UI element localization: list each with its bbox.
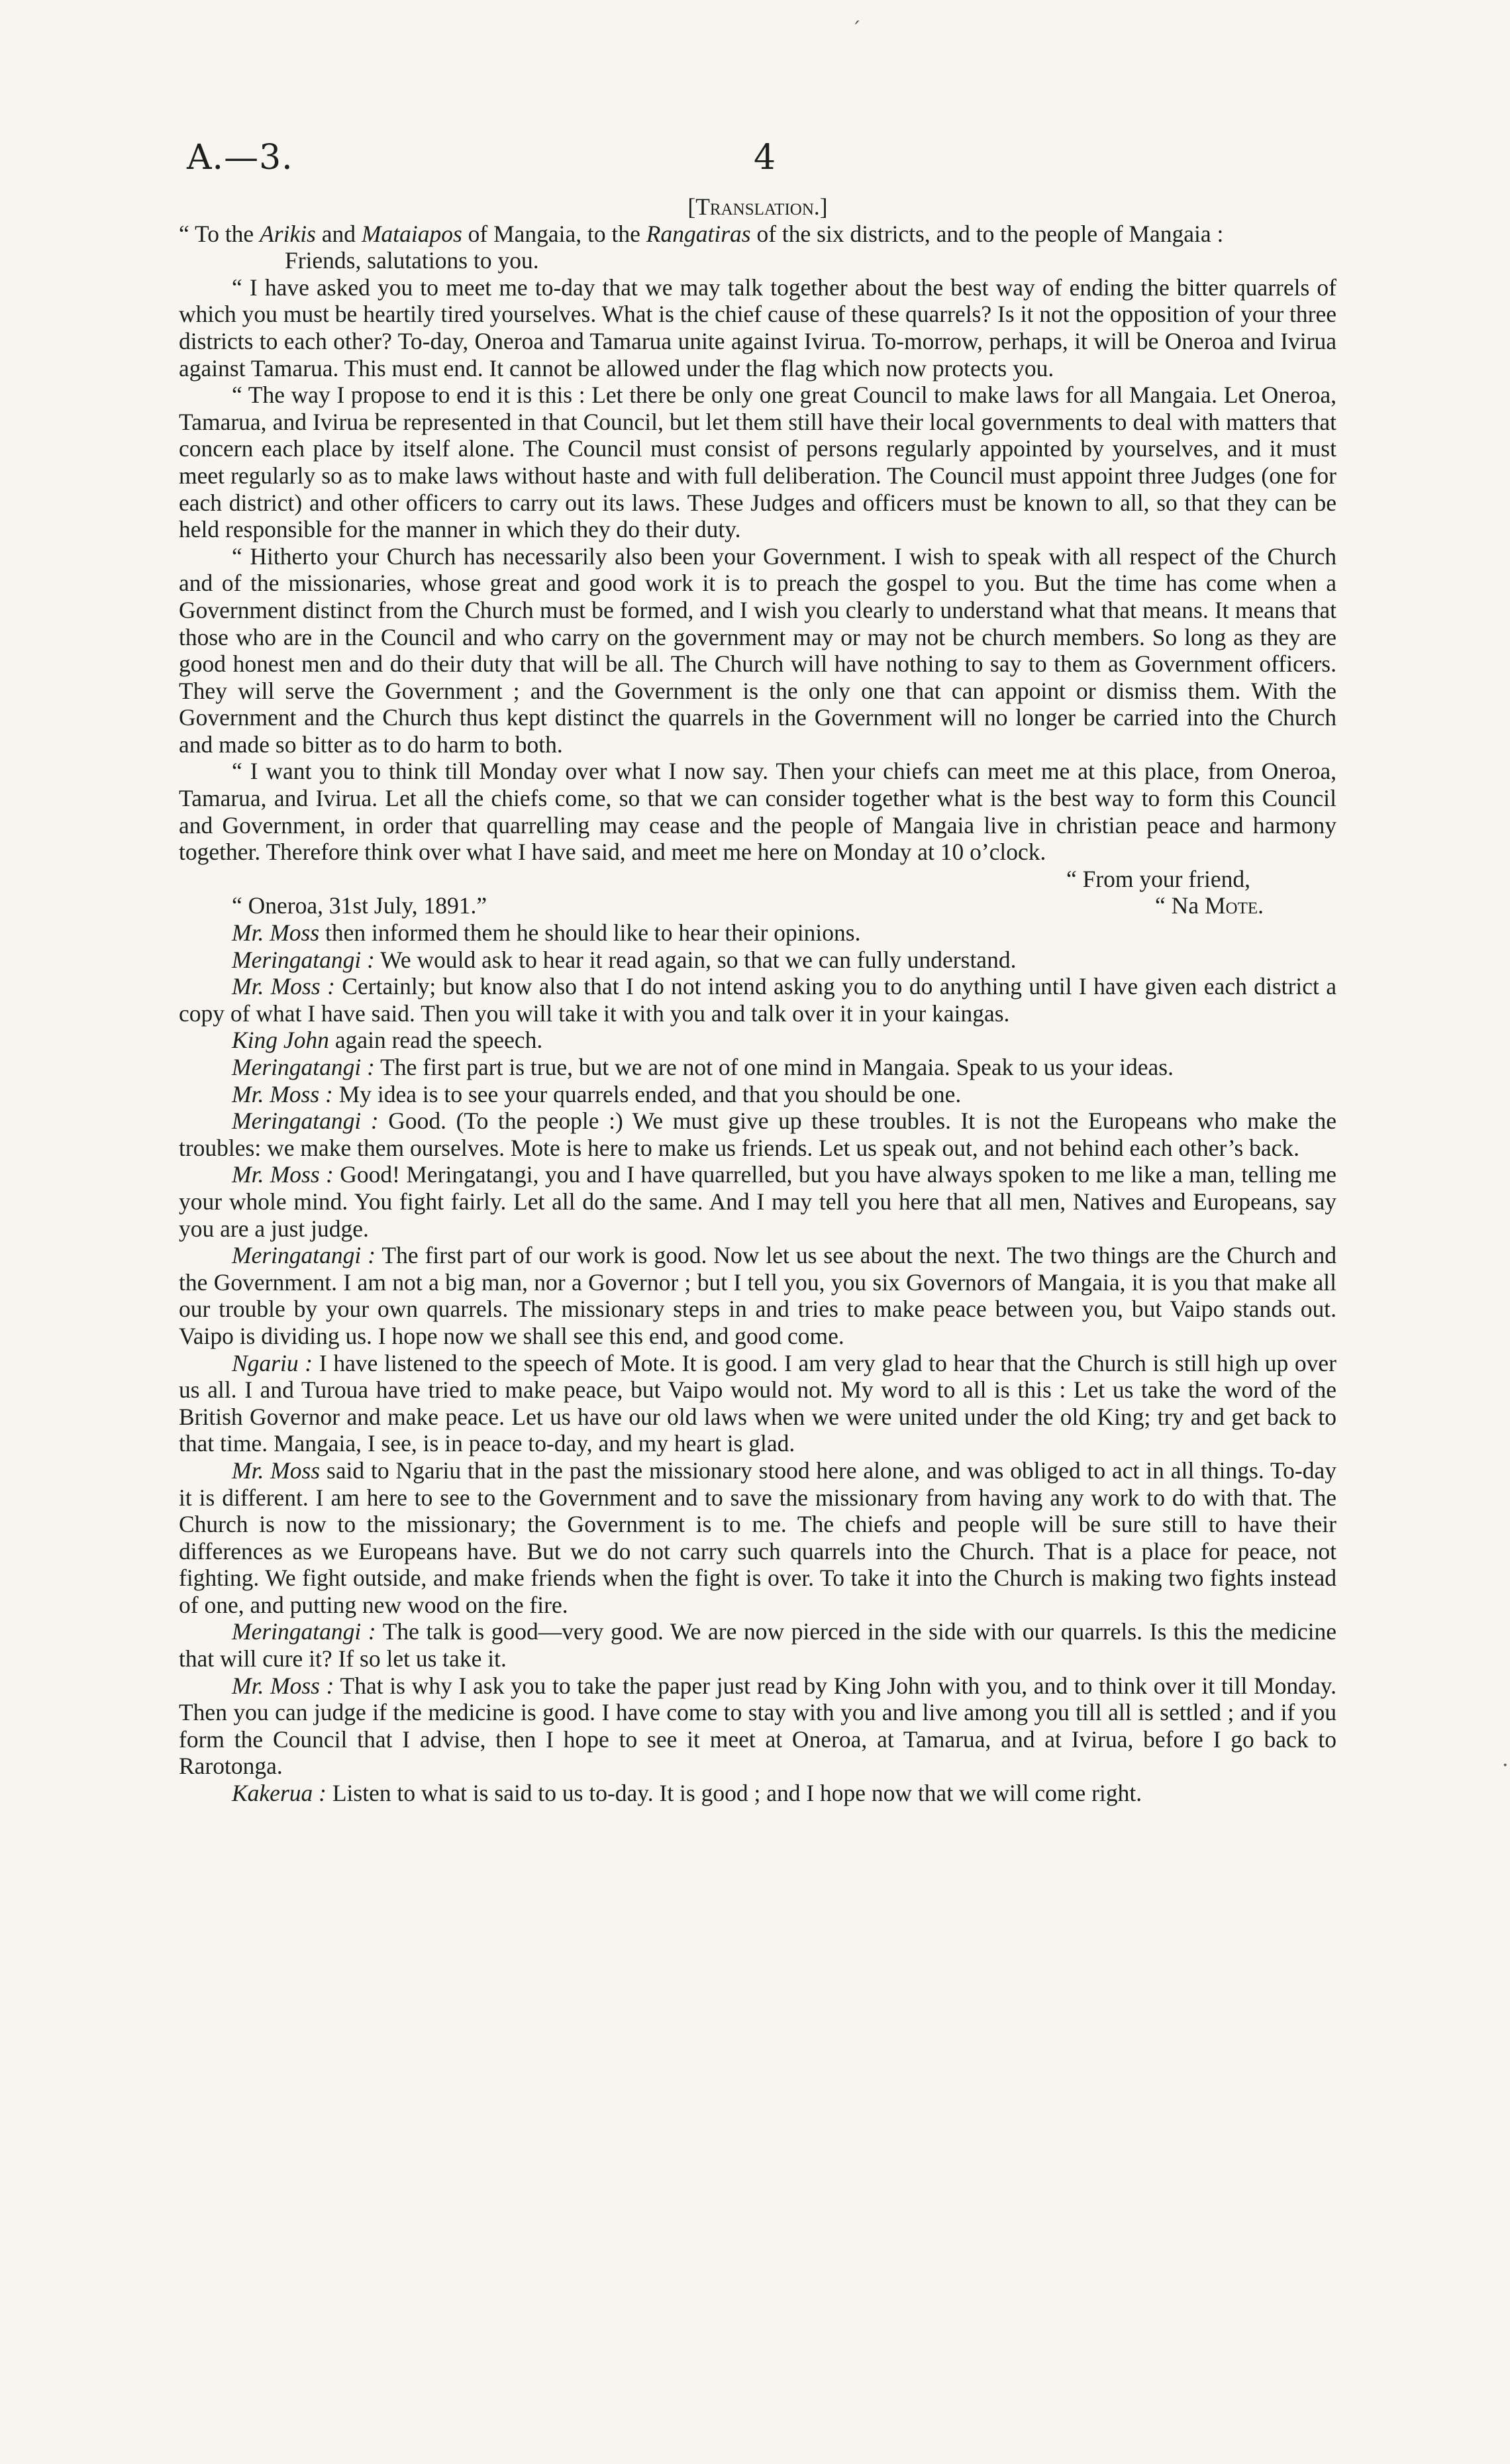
speaker-name: Mr. Moss : xyxy=(232,973,335,1000)
dialogue-text: We would ask to hear it read again, so that we can fully understand. xyxy=(374,946,1017,973)
speaker-name: Meringatangi : xyxy=(232,946,375,973)
signature-prefix: “ Na xyxy=(1155,892,1205,919)
dialogue-text: again read the speech. xyxy=(328,1027,543,1054)
speaker-name: Mr. Moss xyxy=(232,919,320,947)
speech-paragraph: “ The way I propose to end it is this : Let there be only one great Council to make laws for all Mangaia. Let Oneroa, Tamarua, and Ivirua be represented in that Council, but let them still have their local governments to deal with matters that concern each place by itself alone. The Council must consist of persons regularly appointed by yourselves, and it must meet regularly so as to make laws without haste and with full deliberation. The Council must appoint three Judges (one for each district) and other officers to carry out its laws. These Judges and officers must be known to all, so that they can be held responsible for the manner in which they do their duty. xyxy=(179,382,1336,543)
dialogue-text: then informed them he should like to hear their opinions. xyxy=(319,919,861,947)
dialogue-entry xyxy=(179,919,1336,947)
speaker-name: Mr. Moss xyxy=(232,1457,321,1484)
dialogue-entry xyxy=(179,1107,1336,1161)
address-prefix: “ To the xyxy=(179,220,260,247)
speech-paragraph: “ Hitherto your Church has necessarily also been your Government. I wish to speak with all respect of the Church and of the missionaries, whose great and good work it is to preach the gospel to you. But the time has come when a Government distinct from the Church must be formed, and I wish you clearly to understand what that means. It means that those who are in the Council and who carry on the government may or may not be church members. So long as they are good honest men and do their duty that will be all. The Church will have nothing to say to them as Government officers. They will serve the Government ; and the Government is the only one that can appoint or dismiss them. With the Government and the Church thus kept distinct the quarrels in the Government will no longer be carried into the Church and made so bitter as to do harm to both. xyxy=(179,542,1336,758)
closing-from: “ From your friend, xyxy=(1066,865,1250,892)
speaker-name: Mr. Moss : xyxy=(232,1080,333,1107)
dialogue-text: The talk is good—very good. We are now pierced in the side with our quarrels. Is this the medicine that will cure it? If so let us take it. xyxy=(179,1618,1336,1672)
document-reference: A.—3. xyxy=(187,138,293,178)
dialogue-entry xyxy=(179,1161,1336,1242)
dialogue-text: Good! Meringatangi, you and I have quarrelled, but you have always spoken to me like a man, telling me your whole mind. You fight fairly. Let all do the same. And I may tell you here that all men, Natives and Europeans, say you are a just judge. xyxy=(179,1161,1336,1242)
address-and: and xyxy=(315,220,362,247)
speaker-name: Meringatangi : xyxy=(232,1618,376,1645)
dialogue-entry xyxy=(179,1081,1336,1108)
scan-speck: ˊ xyxy=(851,19,861,42)
address-mid: of Mangaia, to the xyxy=(462,220,646,247)
speaker-name: Ngariu : xyxy=(232,1349,313,1376)
speaker-name: Meringatangi : xyxy=(232,1242,376,1269)
dialogue-text: Good. (To the people :) We must give up these troubles. It is not the Europeans who make the troubles: we make them ourselves. Mote is here to make us friends. Let us speak out, and not behind each other’s back. xyxy=(179,1107,1336,1161)
speaker-name: Mr. Moss : xyxy=(232,1161,334,1188)
term-arikis: Arikis xyxy=(260,220,316,247)
translation-heading: [Translation.] xyxy=(687,193,828,220)
dialogue-entry xyxy=(179,1672,1336,1780)
dialogue-entry xyxy=(179,1242,1336,1349)
speaker-name: Meringatangi : xyxy=(232,1054,375,1080)
margin-mark: · xyxy=(1502,1754,1509,1777)
speaker-name: Meringatangi : xyxy=(232,1107,379,1135)
closing-date: “ Oneroa, 31st July, 1891.” xyxy=(232,892,487,919)
dialogue-entry xyxy=(179,1054,1336,1081)
closing-dateline xyxy=(179,892,1336,919)
dialogue-entry xyxy=(179,973,1336,1027)
dialogue-entry xyxy=(179,1350,1336,1457)
salutation: Friends, salutations to you. xyxy=(285,247,539,274)
term-mataiapos: Mataiapos xyxy=(361,220,462,247)
speaker-name: King John xyxy=(232,1027,329,1054)
speech-paragraph: “ I have asked you to meet me to-day that we may talk together about the best way of ending the bitter quarrels of which you must be heartily tired yourselves. What is the chief cause of these quarrels? Is it not the opposition of your three districts to each other? To-day, Oneroa and Tamarua unite against Ivirua. To-morrow, perhaps, it will be Oneroa and Ivirua against Tamarua. This must end. It cannot be allowed under the flag which now protects you. xyxy=(179,274,1336,382)
speech-paragraph: “ I want you to think till Monday over what I now say. Then your chiefs can meet me at this place, from Oneroa, Tamarua, and Ivirua. Let all the chiefs come, so that we can consider together what is the best way to form this Council and Government, in order that quarrelling may cease and the people of Mangaia live in christian peace and harmony together. Therefore think over what I have said, and meet me here on Monday at 10 o’clock. xyxy=(179,758,1336,866)
term-rangatiras: Rangatiras xyxy=(646,220,751,247)
dialogue-text: That is why I ask you to take the paper just read by King John with you, and to think over it till Monday. Then you can judge if the medicine is good. I have come to stay with you and live among you till all is settled ; and if you form the Council that I advise, then I hope to see it meet at Oneroa, at Tamarua, and at Ivirua, before I go back to Rarotonga. xyxy=(179,1672,1336,1780)
dialogue-text: The first part is true, but we are not of one mind in Mangaia. Speak to us your ideas. xyxy=(374,1054,1174,1080)
speaker-name: Kakerua : xyxy=(232,1780,327,1807)
dialogue-entry xyxy=(179,1027,1336,1054)
speaker-name: Mr. Moss : xyxy=(232,1672,334,1699)
dialogue-text: said to Ngariu that in the past the missionary stood here alone, and was obliged to act in all things. To-day it is different. I am here to see to the Government and to save the missionary from having any work to do with that. The Church is now to the missionary; the Government is to me. The chiefs and people will be sure still to have their differences as we Europeans have. But we do not carry such quarrels into the Church. That is a place for peace, not fighting. We fight outside, and make friends when the fight is over. To take it into the Church is making two fights instead of one, and putting new wood on the fire. xyxy=(179,1457,1336,1618)
signature-name: Mote. xyxy=(1204,892,1264,919)
dialogue-entry xyxy=(179,947,1336,974)
dialogue-text: Listen to what is said to us to-day. It is good ; and I hope now that we will come right. xyxy=(326,1780,1142,1807)
page-number: 4 xyxy=(754,138,776,178)
dialogue-text: I have listened to the speech of Mote. It is good. I am very glad to hear that the Church is still high up over us all. I and Turoua have tried to make peace, but Vaipo would not. My word to all is this : Let us take the word of the British Governor and make peace. Let us have our old laws when we were united under the old King; try and get back to that time. Mangaia, I see, is in peace to-day, and my heart is glad. xyxy=(179,1349,1336,1457)
dialogue-entry xyxy=(179,1618,1336,1672)
dialogue-text: The first part of our work is good. Now let us see about the next. The two things are the Church and the Government. I am not a big man, nor a Governor ; but I tell you, you six Governors of Mangaia, it is you that make all our trouble by your own quarrels. The missionary steps in and tries to make peace between you, but Vaipo stands out. Vaipo is dividing us. I hope now we shall see this end, and good come. xyxy=(179,1242,1336,1349)
body-text xyxy=(179,193,1336,1807)
dialogue-text: My idea is to see your quarrels ended, and that you should be one. xyxy=(332,1080,962,1107)
address-rest: of the six districts, and to the people of Mangaia : xyxy=(750,220,1224,247)
dialogue-text: Certainly; but know also that I do not intend asking you to do anything until I have given each district a copy of what I have said. Then you will take it with you and talk over it in your kaingas. xyxy=(179,973,1336,1027)
closing-signature xyxy=(1155,892,1264,919)
address-line xyxy=(179,221,1336,248)
dialogue-entry xyxy=(179,1457,1336,1619)
dialogue-entry xyxy=(179,1780,1336,1807)
